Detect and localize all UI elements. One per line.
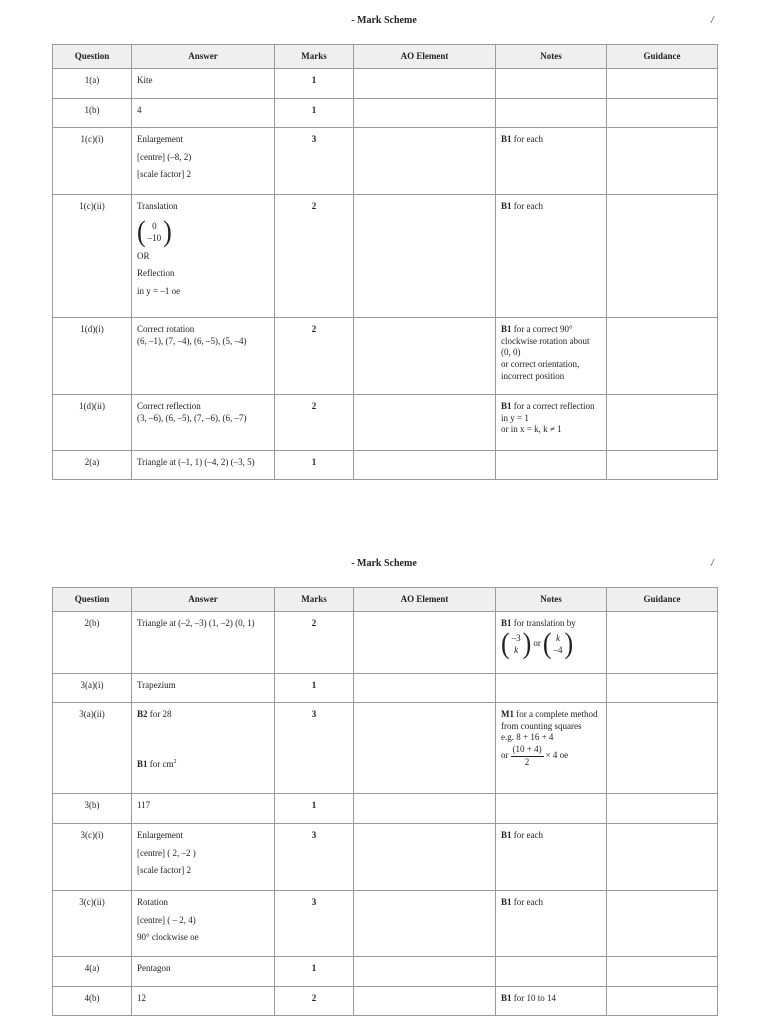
col-ao-header: AO Element xyxy=(354,45,496,69)
table-row xyxy=(53,395,718,451)
answer-cell xyxy=(132,703,275,794)
ao-cell xyxy=(354,987,496,1016)
marks-cell: 1 xyxy=(275,69,354,99)
marks-cell: 1 xyxy=(275,674,354,703)
col-marks-header: Marks xyxy=(275,45,354,69)
answer-cell xyxy=(132,195,275,318)
marks-cell: 2 xyxy=(275,612,354,674)
notes-cell xyxy=(496,957,607,987)
answer-cell xyxy=(132,395,275,451)
guidance-cell xyxy=(607,451,718,480)
marks-cell: 3 xyxy=(275,824,354,891)
answer-line: [centre] ( 2, –2 ) xyxy=(137,847,196,858)
guidance-cell xyxy=(607,987,718,1016)
ao-cell xyxy=(354,824,496,891)
table-row xyxy=(53,987,718,1016)
ao-cell xyxy=(354,69,496,99)
question-cell: 1(c)(i) xyxy=(53,128,132,195)
guidance-cell xyxy=(607,128,718,195)
answer-cell: Triangle at (–1, 1) (–4, 2) (–3, 5) xyxy=(132,451,275,480)
marks-cell: 1 xyxy=(275,794,354,824)
notes-cell xyxy=(496,451,607,480)
ao-cell xyxy=(354,195,496,318)
question-cell: 3(a)(ii) xyxy=(53,703,132,794)
table-row xyxy=(53,318,718,395)
ao-cell xyxy=(354,891,496,957)
answer-cell xyxy=(132,824,275,891)
answer-cell: 4 xyxy=(132,99,275,128)
guidance-cell xyxy=(607,69,718,99)
marks-cell: 1 xyxy=(275,451,354,480)
marks-cell: 2 xyxy=(275,987,354,1016)
guidance-cell xyxy=(607,195,718,318)
translation-vectors: ( –3 k ) or ( k –4 ) xyxy=(501,626,574,660)
ao-cell xyxy=(354,451,496,480)
page-1-title: - Mark Scheme xyxy=(351,15,417,26)
ao-cell xyxy=(354,128,496,195)
answer-line: Rotation xyxy=(137,897,168,907)
answer-line: [centre] (–8, 2) xyxy=(137,151,192,162)
answer-cell: Triangle at (–2, –3) (1, –2) (0, 1) xyxy=(132,612,275,674)
guidance-cell xyxy=(607,395,718,451)
ao-cell xyxy=(354,612,496,674)
answer-cell: Trapezium xyxy=(132,674,275,703)
ao-cell xyxy=(354,703,496,794)
col-question-header: Question xyxy=(53,588,132,612)
answer-line: (6, –1), (7, –4), (6, –5), (5, –4) xyxy=(137,335,247,346)
answer-line: in y = –1 oe xyxy=(137,286,181,297)
question-cell: 1(c)(ii) xyxy=(53,195,132,318)
question-cell: 1(d)(i) xyxy=(53,318,132,395)
marks-cell: 2 xyxy=(275,395,354,451)
question-cell: 2(a) xyxy=(53,451,132,480)
answer-line: [scale factor] 2 xyxy=(137,169,191,180)
col-question-header: Question xyxy=(53,45,132,69)
page-1-slash: / xyxy=(711,15,714,26)
guidance-cell xyxy=(607,824,718,891)
guidance-cell xyxy=(607,794,718,824)
ao-cell xyxy=(354,794,496,824)
marks-cell: 2 xyxy=(275,318,354,395)
col-answer-header: Answer xyxy=(132,45,275,69)
answer-line: Translation xyxy=(137,201,178,211)
translation-vector: ( 0 –10 ) xyxy=(137,214,172,248)
question-cell: 1(b) xyxy=(53,99,132,128)
notes-cell: B1 for 10 to 14 xyxy=(496,987,607,1016)
page-1-header xyxy=(0,15,768,31)
answer-line: OR xyxy=(137,250,150,261)
notes-cell: B1 for a correct 90° clockwise rotation about (0, 0) or correct orientation, incorrect position xyxy=(496,318,607,395)
table-row xyxy=(53,69,718,99)
ao-cell xyxy=(354,318,496,395)
notes-cell xyxy=(496,794,607,824)
marks-cell: 3 xyxy=(275,703,354,794)
question-cell: 3(a)(i) xyxy=(53,674,132,703)
question-cell: 4(b) xyxy=(53,987,132,1016)
col-notes-header: Notes xyxy=(496,588,607,612)
table-header-row xyxy=(53,45,718,69)
mark-scheme-table-1 xyxy=(52,44,718,480)
question-cell: 1(d)(ii) xyxy=(53,395,132,451)
page-2-title: - Mark Scheme xyxy=(351,558,417,569)
answer-line: [scale factor] 2 xyxy=(137,865,191,876)
answer-cell xyxy=(132,891,275,957)
guidance-cell xyxy=(607,612,718,674)
notes-cell xyxy=(496,674,607,703)
question-cell: 4(a) xyxy=(53,957,132,987)
notes-cell: B1 for each xyxy=(496,891,607,957)
answer-line: Reflection xyxy=(137,268,175,279)
guidance-cell xyxy=(607,703,718,794)
answer-cell: 12 xyxy=(132,987,275,1016)
guidance-cell xyxy=(607,957,718,987)
answer-cell: Kite xyxy=(132,69,275,99)
ao-cell xyxy=(354,674,496,703)
table-row xyxy=(53,957,718,987)
table-row xyxy=(53,612,718,674)
answer-line: Enlargement xyxy=(137,830,183,840)
col-marks-header: Marks xyxy=(275,588,354,612)
table-header-row xyxy=(53,588,718,612)
question-cell: 3(b) xyxy=(53,794,132,824)
ao-cell xyxy=(354,395,496,451)
page-2-header xyxy=(0,558,768,574)
table-row xyxy=(53,451,718,480)
col-ao-header: AO Element xyxy=(354,588,496,612)
table-row xyxy=(53,794,718,824)
answer-line: (3, –6), (6, –5), (7, –6), (6, –7) xyxy=(137,412,247,423)
answer-line: Correct reflection xyxy=(137,401,201,411)
table-row xyxy=(53,128,718,195)
table-row xyxy=(53,703,718,794)
answer-line: Correct rotation xyxy=(137,324,195,334)
fraction-expression: or $\frac{(10 + 4)}{2}$ × 4 oe xyxy=(501,744,569,767)
page-2-slash: / xyxy=(711,558,714,569)
notes-cell: B1 for each xyxy=(496,128,607,195)
table-row xyxy=(53,195,718,318)
notes-cell: B1 for a correct reflection in y = 1 or in x = k, k ≠ 1 xyxy=(496,395,607,451)
notes-cell: M1 for a complete method from counting squares e.g. 8 + 16 + 4 or $\frac{(10 + 4)}{2}$ × 4 oe xyxy=(496,703,607,794)
col-guidance-header: Guidance xyxy=(607,45,718,69)
marks-cell: 1 xyxy=(275,99,354,128)
notes-cell xyxy=(496,99,607,128)
marks-cell: 3 xyxy=(275,128,354,195)
notes-cell xyxy=(496,69,607,99)
answer-line: B2 for 28 xyxy=(137,709,172,719)
col-guidance-header: Guidance xyxy=(607,588,718,612)
marks-cell: 3 xyxy=(275,891,354,957)
notes-cell: B1 for each xyxy=(496,824,607,891)
marks-cell: 1 xyxy=(275,957,354,987)
answer-cell xyxy=(132,128,275,195)
table-row xyxy=(53,891,718,957)
answer-line: 90° clockwise oe xyxy=(137,932,199,943)
table-row xyxy=(53,674,718,703)
notes-cell: B1 for translation by ( –3 k ) or ( k –4 ) xyxy=(496,612,607,674)
question-cell: 2(b) xyxy=(53,612,132,674)
ao-cell xyxy=(354,99,496,128)
question-cell: 1(a) xyxy=(53,69,132,99)
ao-cell xyxy=(354,957,496,987)
question-cell: 3(c)(ii) xyxy=(53,891,132,957)
guidance-cell xyxy=(607,318,718,395)
guidance-cell xyxy=(607,674,718,703)
question-cell: 3(c)(i) xyxy=(53,824,132,891)
mark-scheme-table-2 xyxy=(52,587,718,1016)
col-answer-header: Answer xyxy=(132,588,275,612)
marks-cell: 2 xyxy=(275,195,354,318)
table-row xyxy=(53,824,718,891)
answer-line: [centre] ( – 2, 4) xyxy=(137,914,196,925)
guidance-cell xyxy=(607,891,718,957)
answer-cell: Pentagon xyxy=(132,957,275,987)
answer-line: Enlargement xyxy=(137,134,183,144)
answer-line: B1 for $cm^2$ xyxy=(137,758,177,769)
table-row xyxy=(53,99,718,128)
col-notes-header: Notes xyxy=(496,45,607,69)
answer-cell: 117 xyxy=(132,794,275,824)
guidance-cell xyxy=(607,99,718,128)
notes-cell: B1 for each xyxy=(496,195,607,318)
answer-cell xyxy=(132,318,275,395)
